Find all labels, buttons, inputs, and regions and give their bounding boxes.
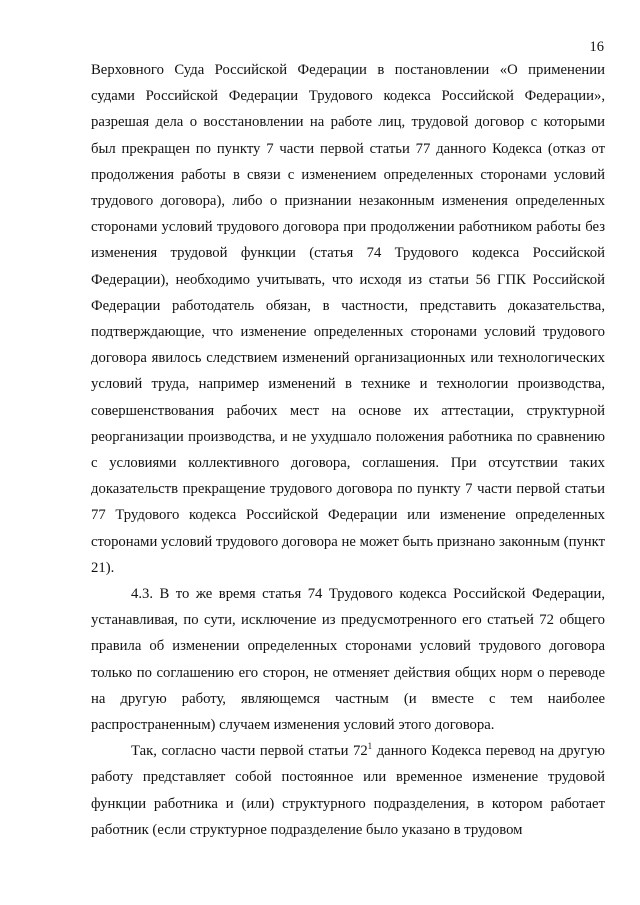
page-number: 16 — [589, 39, 604, 55]
document-body — [91, 57, 605, 843]
paragraph-3 — [91, 738, 605, 843]
paragraph-3-end: данного Кодекса перевод на другую работу представляет собой постоянное или временное изменение трудовой функции работника и (или) структурного подразделения, в котором работает работник (если структурное подразделение было указано в трудовом — [91, 743, 605, 838]
article-superscript: 1 — [367, 741, 373, 752]
paragraph-1: Верховного Суда Российской Федерации в постановлении «О применении судами Российской Федерации Трудового кодекса Российской Федерации», разрешая дела о восстановлении на работе лиц, трудовой договор с которыми был прекращен по пункту 7 части первой статьи 77 данного Кодекса (отказ от продолжения работы в связи с изменением определенных сторонами условий трудового договора), либо о признании незаконным изменения определенных сторонами условий трудового договора при продолжении работником работы без изменения трудовой функции (статья 74 Трудового кодекса Российской Федерации), необходимо учитывать, что исходя из статьи 56 ГПК Российской Федерации работодатель обязан, в частности, представить доказательства, подтверждающие, что изменение определенных сторонами условий трудового договора явилось следствием изменений организационных или технологических условий труда, например изменений в технике и технологии производства, совершенствования рабочих мест на основе их аттестации, структурной реорганизации производства, и не ухудшало положения работника по сравнению с условиями коллективного договора, соглашения. При отсутствии таких доказательств прекращение трудового договора по пункту 7 части первой статьи 77 Трудового кодекса Российской Федерации или изменение определенных сторонами условий трудового договора не может быть признано законным (пункт 21). — [91, 62, 605, 576]
paragraph-3-start: Так, согласно части первой статьи 72 — [131, 743, 368, 760]
paragraph-2: 4.3. В то же время статья 74 Трудового кодекса Российской Федерации, устанавливая, по сути, исключение из предусмотренного его статьей 72 общего правила об изменении определенных сторонами условий трудового договора только по соглашению его сторон, не отменяет действия общих норм о переводе на другую работу, являющемся частным (и вместе с тем наиболее распространенным) случаем изменения условий этого договора. — [91, 586, 605, 734]
